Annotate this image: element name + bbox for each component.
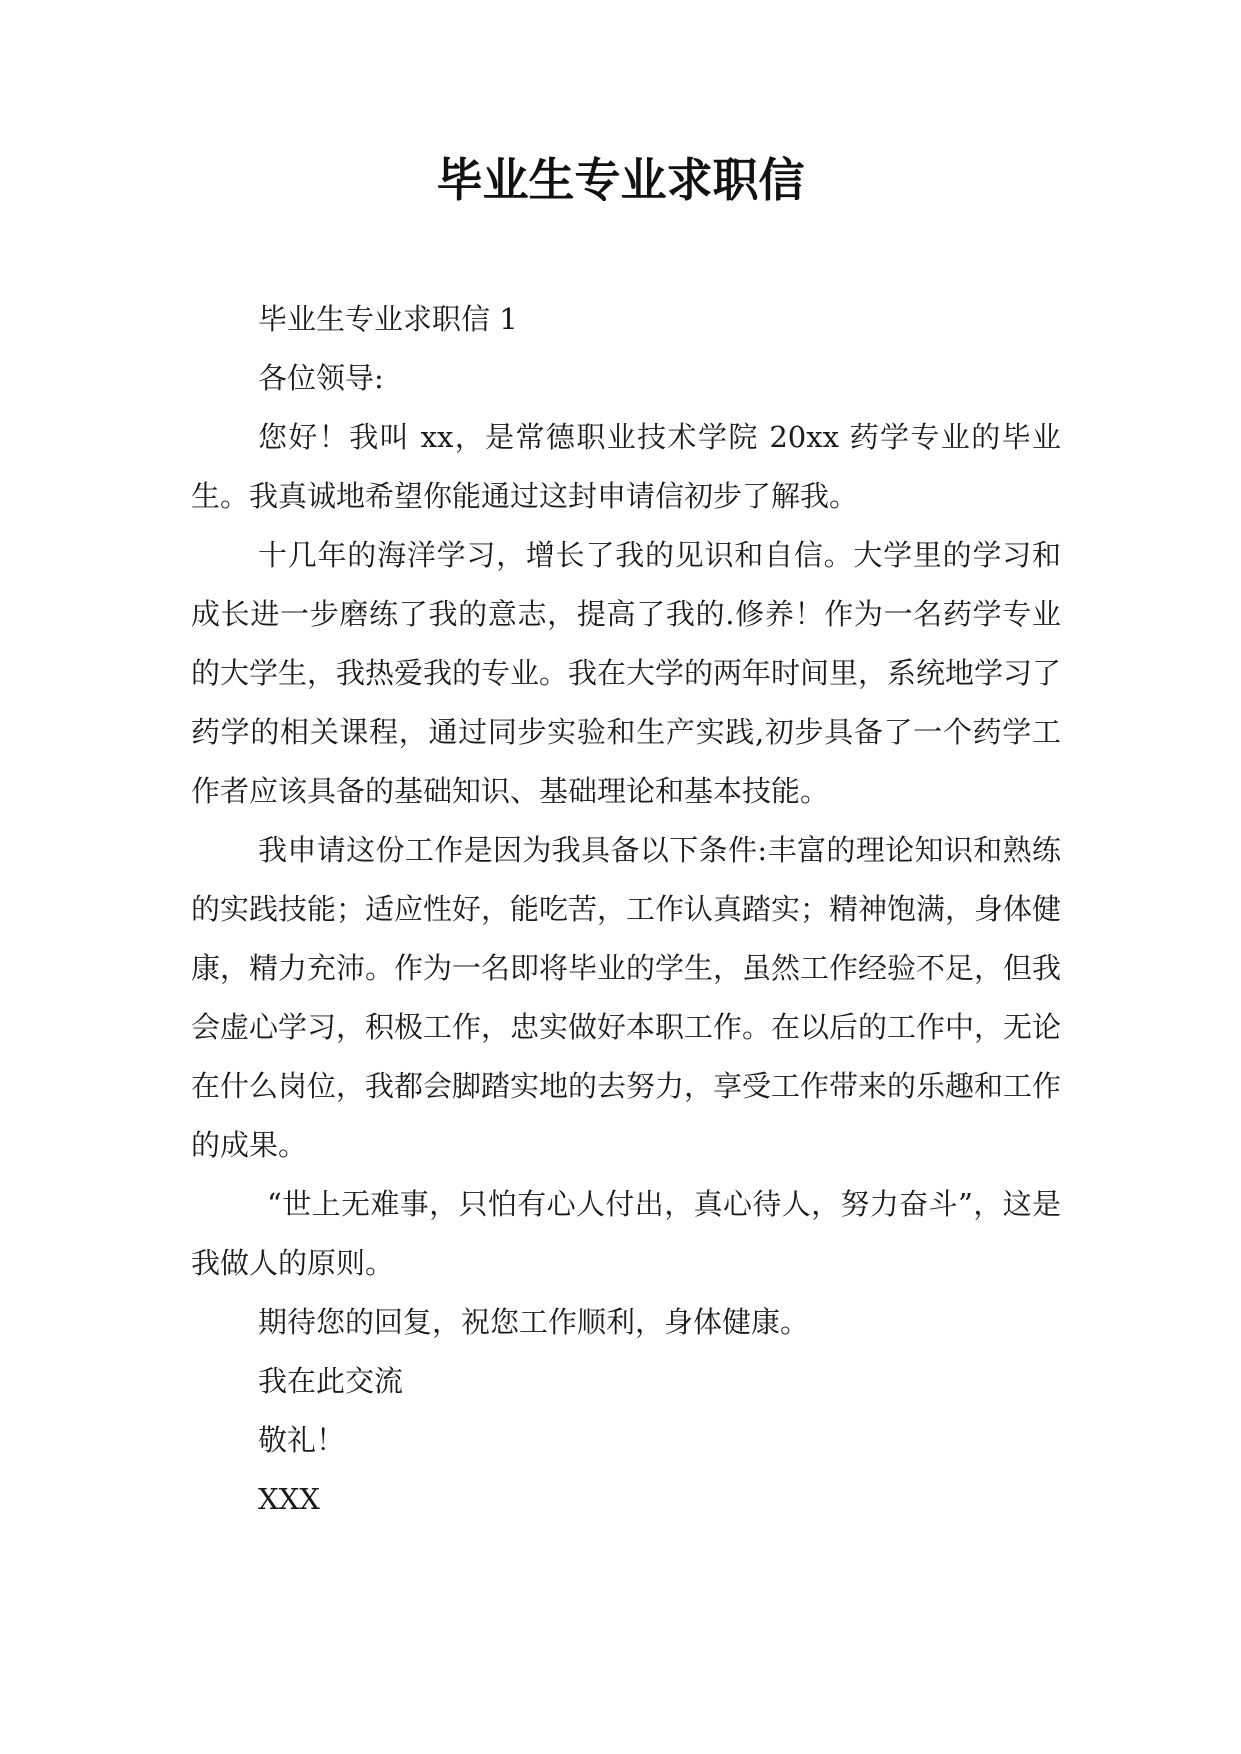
- regards-line: 敬礼！: [258, 1423, 346, 1457]
- salutation: 各位领导:: [258, 361, 384, 395]
- document-title: 毕业生专业求职信: [436, 153, 805, 207]
- closing-line: 期待您的回复，祝您工作顺利，身体健康。: [258, 1305, 810, 1339]
- paragraph-education: 十几年的海洋学习，增长了我的见识和自信。大学里的学习和成长进一步磨练了我的意志，提高了我的.修养！作为一名药学专业的大学生，我热爱我的专业。我在大学的两年时间里，系统地学习了药学的相关课程，通过同步实验和生产实践,初步具备了一个药学工作者应该具备的基础知识、基础理论和基本技能。: [191, 538, 1062, 808]
- sign-off-line: 我在此交流: [258, 1364, 404, 1398]
- paragraph-intro: 您好！我叫 xx，是常德职业技术学院 20xx 药学专业的毕业生。我真诚地希望你能通过这封申请信初步了解我。: [191, 420, 1061, 513]
- letter-body: [191, 290, 1061, 1529]
- letter-subtitle: 毕业生专业求职信 1: [258, 302, 518, 336]
- paragraph-motto: “世上无难事，只怕有心人付出，真心待人，努力奋斗”，这是我做人的原则。: [191, 1187, 1061, 1280]
- signature: XXX: [258, 1482, 320, 1516]
- paragraph-qualifications: 我申请这份工作是因为我具备以下条件:丰富的理论知识和熟练的实践技能；适应性好，能吃苦，工作认真踏实；精神饱满，身体健康，精力充沛。作为一名即将毕业的学生，虽然工作经验不足，但我会虚心学习，积极工作，忠实做好本职工作。在以后的工作中，无论在什么岗位，我都会脚踏实地的去努力，享受工作带来的乐趣和工作的成果。: [191, 833, 1062, 1162]
